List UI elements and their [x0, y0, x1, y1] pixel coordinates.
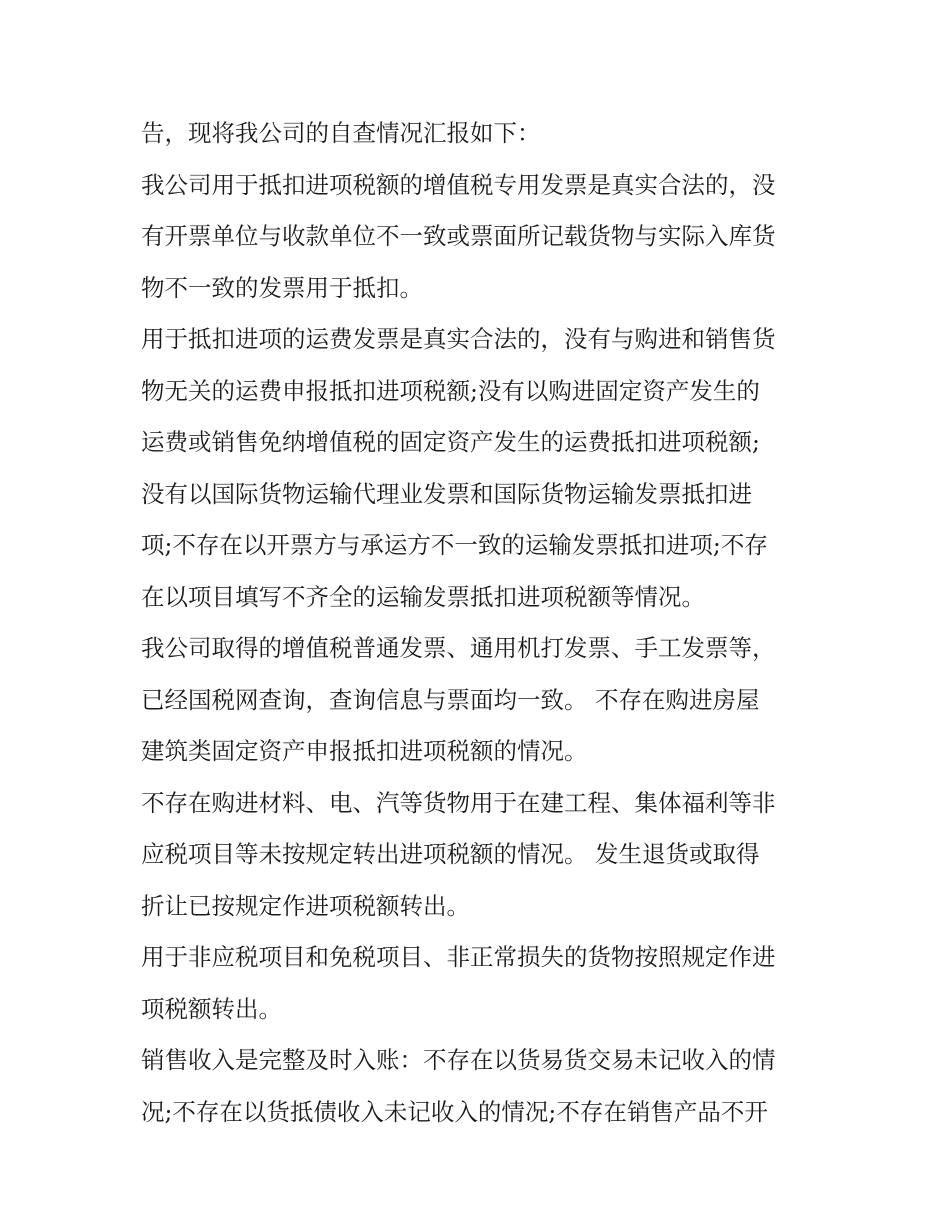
- text-line: 折让已按规定作进项税额转出。: [141, 891, 470, 920]
- text-line: 不存在购进材料、电、汽等货物用于在建工程、集体福利等非: [141, 788, 776, 817]
- text-line: 我公司取得的增值税普通发票、通用机打发票、手工发票等，: [141, 634, 776, 662]
- document-body: [141, 108, 816, 1138]
- text-line: 在以项目填写不齐全的运输发票抵扣进项税额等情况。: [141, 582, 705, 611]
- text-line: 项税额转出。: [141, 994, 282, 1023]
- text-line: 销售收入是完整及时入账：不存在以货易货交易未记收入的情: [141, 1046, 776, 1074]
- text-line: 应税项目等未按规定转出进项税额的情况。 发生退货或取得: [141, 840, 760, 868]
- text-line: 物无关的运费申报抵扣进项税额;没有以购进固定资产发生的: [141, 376, 760, 405]
- text-line: 用于抵扣进项的运费发票是真实合法的，没有与购进和销售货: [141, 325, 776, 353]
- text-line: 建筑类固定资产申报抵扣进项税额的情况。: [141, 737, 588, 765]
- text-line: 物不一致的发票用于抵扣。: [141, 273, 423, 302]
- text-line: 告，现将我公司的自查情况汇报如下：: [141, 119, 541, 147]
- text-line: 没有以国际货物运输代理业发票和国际货物运输发票抵扣进: [141, 479, 752, 508]
- text-line: 运费或销售免纳增值税的固定资产发生的运费抵扣进项税额;: [141, 428, 760, 456]
- text-line: 我公司用于抵扣进项税额的增值税专用发票是真实合法的，没: [141, 170, 776, 199]
- text-line: 项;不存在以开票方与承运方不一致的运输发票抵扣进项;不存: [141, 531, 768, 559]
- text-line: 有开票单位与收款单位不一致或票面所记载货物与实际入库货: [141, 222, 776, 250]
- text-line: 用于非应税项目和免税项目、非正常损失的货物按照规定作进: [141, 943, 776, 971]
- text-line: 况;不存在以货抵债收入未记收入的情况;不存在销售产品不开: [141, 1097, 768, 1126]
- text-line: 已经国税网查询，查询信息与票面均一致。 不存在购进房屋: [141, 685, 760, 714]
